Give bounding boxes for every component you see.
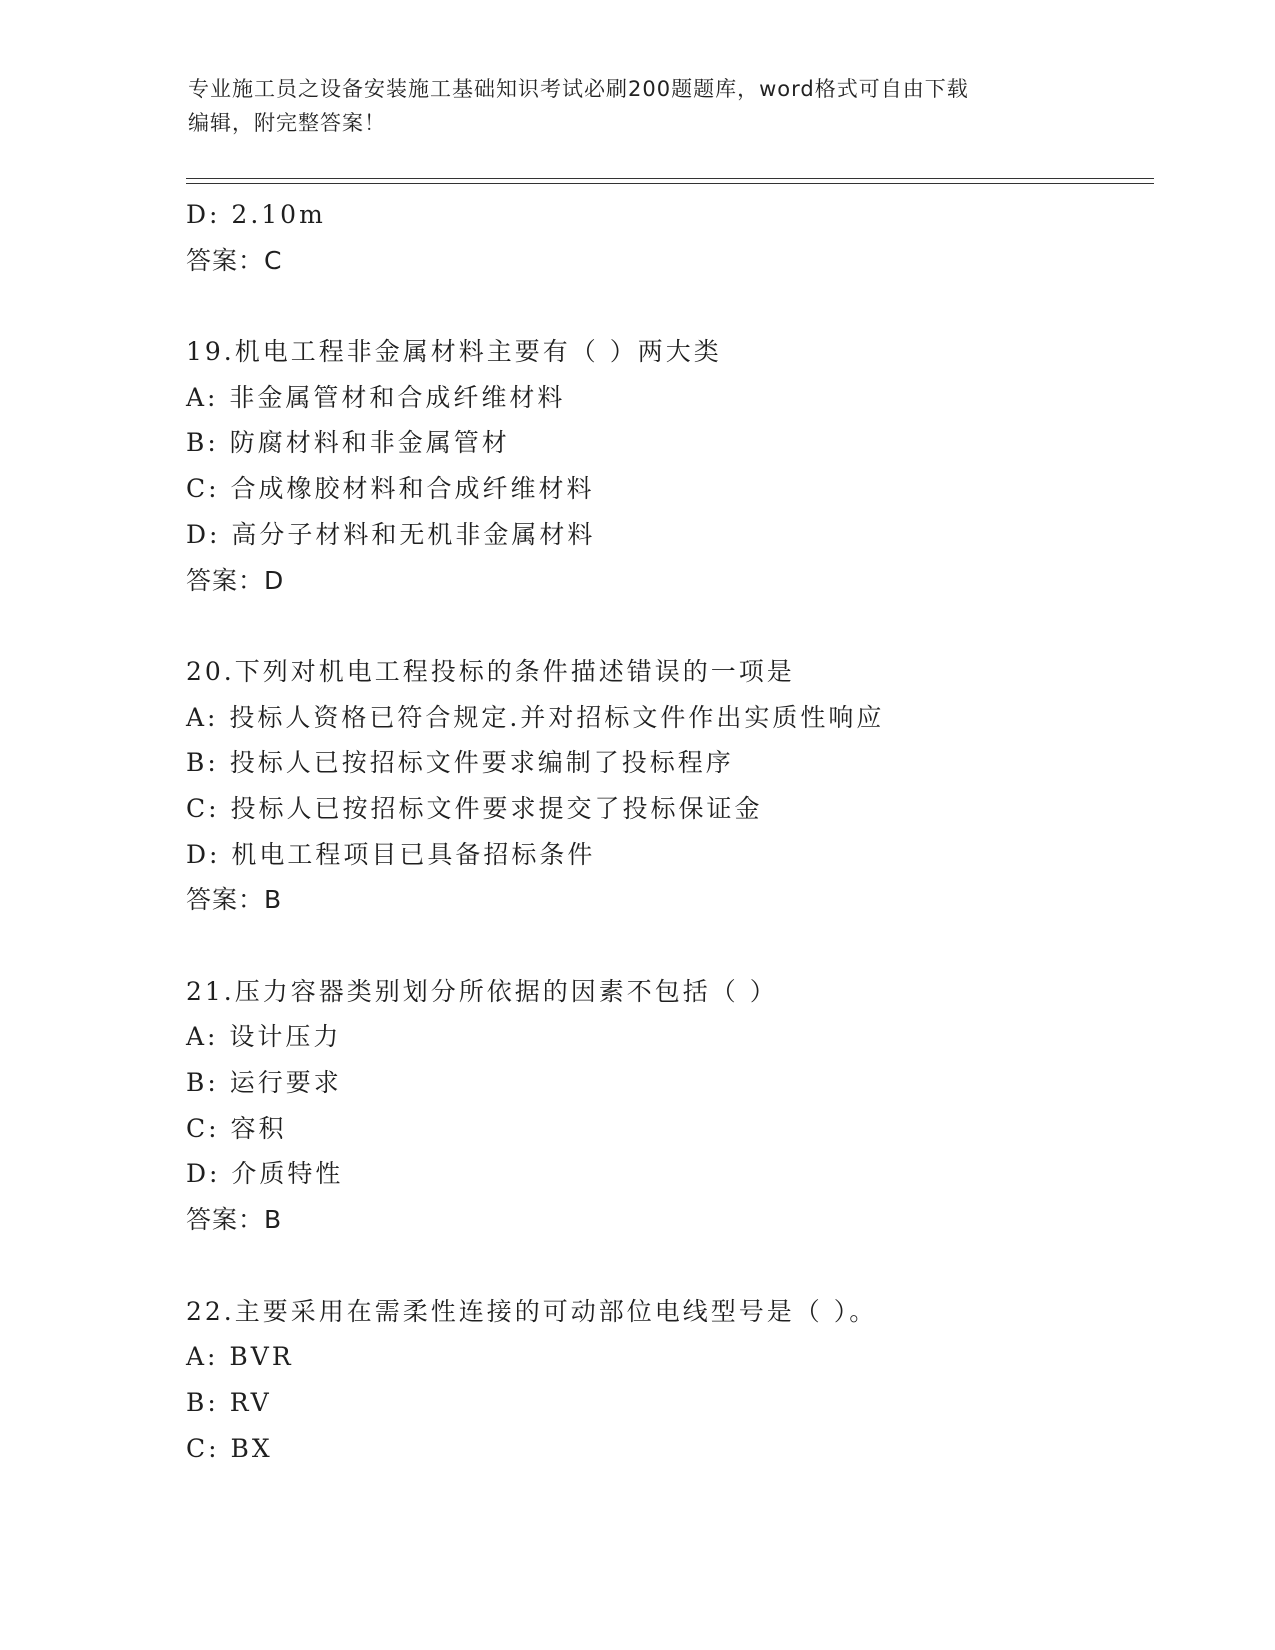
question-list [186,192,1146,1471]
spacer [186,603,1146,649]
answer-line: 答案：C [186,245,283,275]
question-stem: 22.主要采用在需柔性连接的可动部位电线型号是（ ）。 [186,1296,878,1326]
header-divider-top [186,178,1154,179]
option-a: A: 非金属管材和合成纤维材料 [186,382,566,412]
answer-line: 答案：D [186,565,285,595]
option-b: B: RV [186,1387,272,1417]
option-d: D: 介质特性 [186,1159,344,1189]
question-stem: 19.机电工程非金属材料主要有（ ）两大类 [186,337,722,367]
question-20 [186,649,1146,923]
option-c: C: 合成橡胶材料和合成纤维材料 [186,474,595,504]
question-21 [186,969,1146,1243]
header-line-1: 专业施工员之设备安装施工基础知识考试必刷200题题库，word格式可自由下载 [188,77,969,101]
option-c: C: 容积 [186,1113,287,1143]
option-c: C: BX [186,1433,273,1463]
option-b: B: 投标人已按招标文件要求编制了投标程序 [186,748,734,778]
option-a: A: 设计压力 [186,1022,342,1052]
option-b: B: 运行要求 [186,1068,342,1098]
spacer [186,283,1146,329]
header-line-2: 编辑，附完整答案！ [188,111,386,135]
option-d: D: 高分子材料和无机非金属材料 [186,519,596,549]
document-header [188,72,1088,140]
option-b: B: 防腐材料和非金属管材 [186,428,510,458]
option-a: A: BVR [186,1342,294,1372]
option-d: D: 2.10m [186,200,326,229]
question-22 [186,1289,1146,1472]
option-c: C: 投标人已按招标文件要求提交了投标保证金 [186,793,763,823]
question-stem: 20.下列对机电工程投标的条件描述错误的一项是 [186,656,795,686]
carryover-block [186,192,1146,283]
answer-line: 答案：B [186,885,283,915]
spacer [186,923,1146,969]
option-d: D: 机电工程项目已具备招标条件 [186,839,596,869]
answer-line: 答案：B [186,1205,283,1235]
question-19 [186,329,1146,603]
option-a: A: 投标人资格已符合规定.并对招标文件作出实质性响应 [186,702,885,732]
question-stem: 21.压力容器类别划分所依据的因素不包括（ ） [186,976,778,1006]
spacer [186,1243,1146,1289]
header-divider-bottom [186,183,1154,184]
